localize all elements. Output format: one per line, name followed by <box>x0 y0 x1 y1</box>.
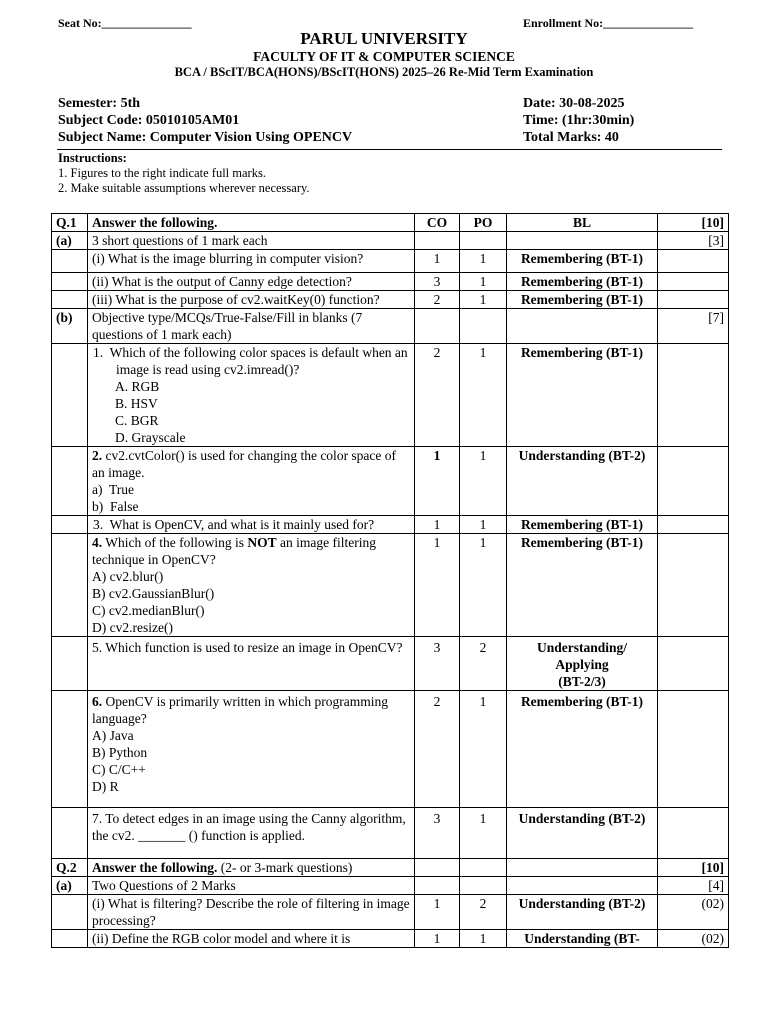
subquestion-label: (b) <box>52 309 88 344</box>
mcq-option: B) cv2.GaussianBlur() <box>92 586 215 601</box>
po-cell: 1 <box>460 930 507 948</box>
po-header: PO <box>460 214 507 232</box>
question-text: (ii) Define the RGB color model and where it is <box>88 930 415 948</box>
marks-cell: [3] <box>658 232 729 250</box>
subject-code: Subject Code: 05010105AM01 <box>58 113 240 128</box>
mcq-option: b) False <box>92 499 139 514</box>
instruction-item: 2. Make suitable assumptions wherever necessary. <box>58 181 310 195</box>
total-marks: Total Marks: 40 <box>523 130 619 145</box>
co-cell: 3 <box>415 808 460 859</box>
table-row <box>52 637 729 691</box>
co-cell: 1 <box>415 895 460 930</box>
co-cell: 1 <box>415 534 460 637</box>
co-cell: 2 <box>415 291 460 309</box>
question-number: Q.2 <box>52 859 88 877</box>
co-cell: 2 <box>415 691 460 808</box>
mcq-number: 1. <box>93 345 104 360</box>
question-heading <box>88 859 415 877</box>
marks-cell: [10] <box>658 859 729 877</box>
table-row <box>52 447 729 516</box>
mcq-question: 7. To detect edges in an image using the Canny algorithm, the cv2. _______ () function is applied. <box>88 808 415 859</box>
bl-cell: Remembering (BT-1) <box>507 250 658 273</box>
mcq-text: Which of the following is <box>102 535 248 550</box>
table-row <box>52 691 729 808</box>
table-row <box>52 877 729 895</box>
bl-cell <box>507 637 658 691</box>
mcq-text: Which of the following color spaces is default when an image is read using cv2.imread()? <box>109 345 408 377</box>
po-cell: 1 <box>460 534 507 637</box>
mcq-text: OpenCV is primarily written in which programming language? <box>92 694 388 726</box>
enrollment-number-field: Enrollment No:_______________ <box>523 16 694 30</box>
table-row <box>52 232 729 250</box>
bl-cell: Remembering (BT-1) <box>507 273 658 291</box>
seat-number-field: Seat No:_______________ <box>58 16 192 30</box>
po-cell: 1 <box>460 273 507 291</box>
mcq-option: D) R <box>92 779 119 794</box>
question-heading: Answer the following. <box>88 214 415 232</box>
table-row <box>52 250 729 273</box>
table-row <box>52 808 729 859</box>
mcq-option: B. HSV <box>115 396 158 411</box>
bl-line: Understanding/ <box>536 640 628 655</box>
mcq-option: D. Grayscale <box>115 430 186 445</box>
question-text: (iii) What is the purpose of cv2.waitKey(0) function? <box>88 291 415 309</box>
table-row <box>52 344 729 447</box>
marks-cell: [7] <box>658 309 729 344</box>
mcq-number: 3. <box>93 517 104 532</box>
mcq-number: 6. <box>92 694 103 709</box>
co-cell: 3 <box>415 637 460 691</box>
mcq-question <box>88 344 415 447</box>
table-row <box>52 516 729 534</box>
marks-cell: (02) <box>658 930 729 948</box>
table-row <box>52 273 729 291</box>
mcq-question <box>88 447 415 516</box>
bl-line: Applying <box>555 657 609 672</box>
marks-header: [10] <box>658 214 729 232</box>
mcq-text: an image filtering technique in OpenCV? <box>92 535 376 567</box>
po-cell: 1 <box>460 291 507 309</box>
university-title: PARUL UNIVERSITY <box>300 29 468 48</box>
mcq-number: 2. <box>92 448 103 463</box>
subquestion-text: Two Questions of 2 Marks <box>88 877 415 895</box>
po-cell: 1 <box>460 344 507 447</box>
mcq-option: a) True <box>92 482 135 497</box>
bl-cell: Understanding (BT- <box>507 930 658 948</box>
exam-time: Time: (1hr:30min) <box>523 113 635 128</box>
po-cell: 2 <box>460 637 507 691</box>
po-cell: 2 <box>460 895 507 930</box>
bl-cell: Understanding (BT-2) <box>507 808 658 859</box>
faculty-title: FACULTY OF IT & COMPUTER SCIENCE <box>253 49 515 64</box>
mcq-option: B) Python <box>92 745 148 760</box>
mcq-question: 5. Which function is used to resize an image in OpenCV? <box>88 637 415 691</box>
mcq-number: 4. <box>92 535 103 550</box>
table-row <box>52 309 729 344</box>
marks-cell: [4] <box>658 877 729 895</box>
co-cell: 1 <box>415 516 460 534</box>
mcq-emphasis: NOT <box>247 535 277 550</box>
mcq-question <box>88 534 415 637</box>
bl-cell: Understanding (BT-2) <box>507 447 658 516</box>
table-row <box>52 859 729 877</box>
mcq-option: D) cv2.resize() <box>92 620 173 635</box>
mcq-option: A) cv2.blur() <box>92 569 164 584</box>
co-cell: 1 <box>415 250 460 273</box>
co-cell: 3 <box>415 273 460 291</box>
mcq-option: A. RGB <box>115 379 160 394</box>
question-heading-bold: Answer the following. <box>92 860 218 875</box>
mcq-option: C. BGR <box>115 413 159 428</box>
marks-cell: (02) <box>658 895 729 930</box>
table-row <box>52 291 729 309</box>
instructions-heading: Instructions: <box>58 151 127 165</box>
mcq-option: C) cv2.medianBlur() <box>92 603 205 618</box>
question-table <box>51 213 729 948</box>
po-cell: 1 <box>460 447 507 516</box>
question-number: Q.1 <box>52 214 88 232</box>
mcq-text: What is OpenCV, and what is it mainly used for? <box>109 517 375 532</box>
question-text: (i) What is filtering? Describe the role of filtering in image processing? <box>88 895 415 930</box>
mcq-option: C) C/C++ <box>92 762 146 777</box>
question-text: (ii) What is the output of Canny edge detection? <box>88 273 415 291</box>
semester: Semester: 5th <box>58 96 141 111</box>
bl-cell: Remembering (BT-1) <box>507 291 658 309</box>
subquestion-label: (a) <box>52 232 88 250</box>
exam-title: BCA / BScIT/BCA(HONS)/BScIT(HONS) 2025–26 Re-Mid Term Examination <box>174 65 594 79</box>
subject-name: Subject Name: Computer Vision Using OPENCV <box>58 130 353 145</box>
mcq-question <box>88 691 415 808</box>
table-row <box>52 214 729 232</box>
co-cell: 1 <box>415 930 460 948</box>
exam-date: Date: 30-08-2025 <box>523 96 625 111</box>
header-divider <box>57 149 722 150</box>
bl-cell: Remembering (BT-1) <box>507 344 658 447</box>
co-cell: 2 <box>415 344 460 447</box>
question-text: (i) What is the image blurring in computer vision? <box>88 250 415 273</box>
bl-line: (BT-2/3) <box>558 674 606 689</box>
instruction-item: 1. Figures to the right indicate full marks. <box>58 166 266 180</box>
mcq-text: cv2.cvtColor() is used for changing the color space of an image. <box>92 448 397 480</box>
po-cell: 1 <box>460 250 507 273</box>
po-cell: 1 <box>460 516 507 534</box>
bl-cell: Remembering (BT-1) <box>507 691 658 808</box>
co-header: CO <box>415 214 460 232</box>
po-cell: 1 <box>460 691 507 808</box>
table-row <box>52 895 729 930</box>
table-row <box>52 534 729 637</box>
bl-header: BL <box>507 214 658 232</box>
po-cell: 1 <box>460 808 507 859</box>
bl-cell: Understanding (BT-2) <box>507 895 658 930</box>
subquestion-label: (a) <box>52 877 88 895</box>
co-cell: 1 <box>415 447 460 516</box>
table-row <box>52 930 729 948</box>
mcq-question <box>88 516 415 534</box>
subquestion-text: 3 short questions of 1 mark each <box>88 232 415 250</box>
subquestion-text: Objective type/MCQs/True-False/Fill in blanks (7 questions of 1 mark each) <box>88 309 415 344</box>
question-heading-rest: (2- or 3-mark questions) <box>217 860 353 875</box>
bl-cell: Remembering (BT-1) <box>507 534 658 637</box>
mcq-option: A) Java <box>92 728 134 743</box>
bl-cell: Remembering (BT-1) <box>507 516 658 534</box>
